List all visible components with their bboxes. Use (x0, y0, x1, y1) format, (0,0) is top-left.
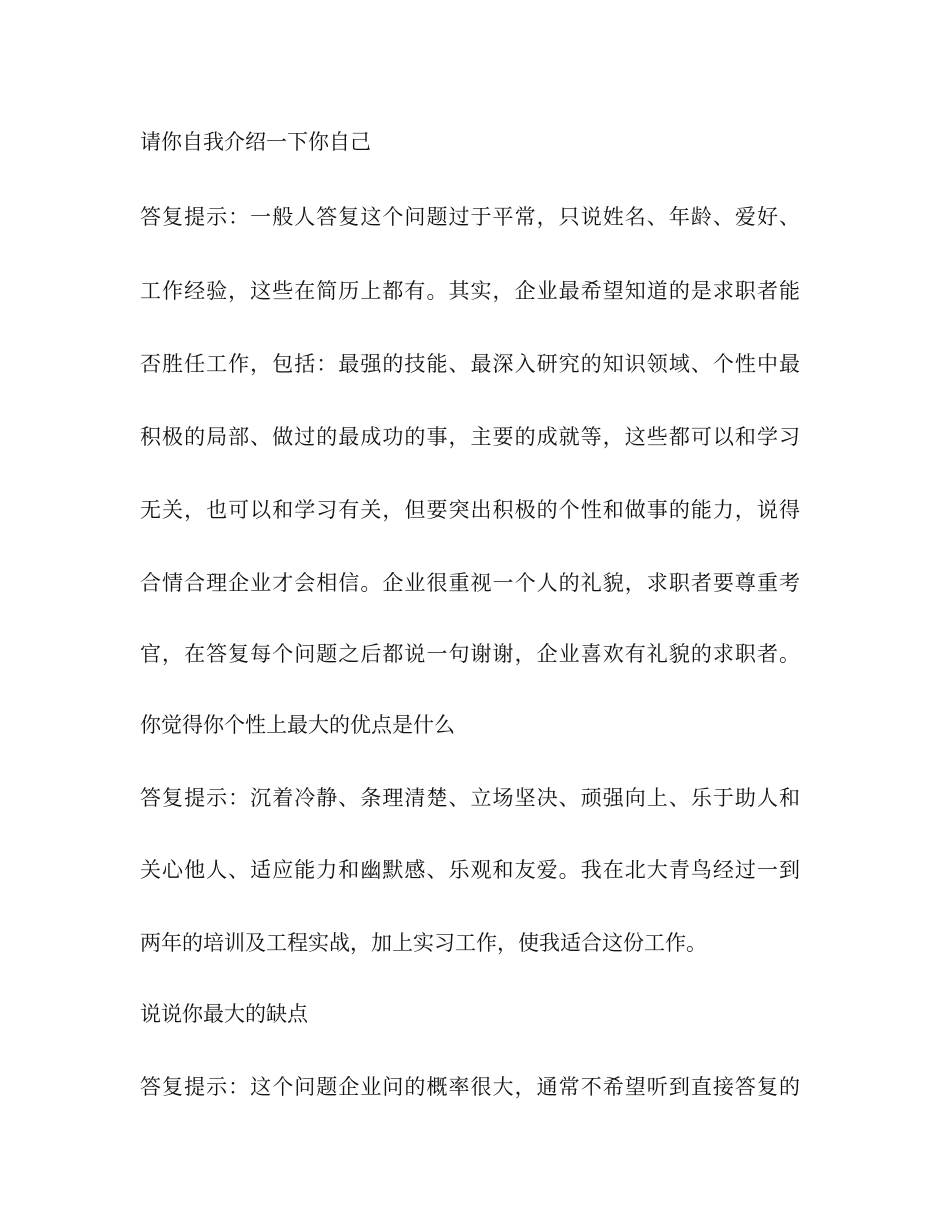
answer-line: 关心他人、适应能力和幽默感、乐观和友爱。我在北大青鸟经过一到 (140, 858, 800, 882)
answer-line: 积极的局部、做过的最成功的事，主要的成就等，这些都可以和学习 (140, 425, 800, 449)
answer-line: 答复提示：这个问题企业问的概率很大，通常不希望听到直接答复的 (140, 1075, 800, 1099)
answer-line: 答复提示：一般人答复这个问题过于平常，只说姓名、年龄、爱好、 (140, 205, 800, 229)
answer-line: 两年的培训及工程实战，加上实习工作，使我适合这份工作。 (140, 931, 707, 955)
question-heading: 说说你最大的缺点 (140, 1002, 308, 1026)
answer-line: 官，在答复每个问题之后都说一句谢谢，企业喜欢有礼貌的求职者。 (140, 642, 800, 666)
answer-line: 否胜任工作，包括：最强的技能、最深入研究的知识领域、个性中最 (140, 352, 800, 376)
question-heading: 请你自我介绍一下你自己 (140, 130, 371, 154)
answer-line: 工作经验，这些在简历上都有。其实，企业最希望知道的是求职者能 (140, 279, 800, 303)
question-heading: 你觉得你个性上最大的优点是什么 (140, 713, 455, 737)
answer-line: 合情合理企业才会相信。企业很重视一个人的礼貌，求职者要尊重考 (140, 571, 800, 595)
answer-line: 答复提示：沉着冷静、条理清楚、立场坚决、顽强向上、乐于助人和 (140, 786, 800, 810)
answer-line: 无关，也可以和学习有关，但要突出积极的个性和做事的能力，说得 (140, 498, 800, 522)
